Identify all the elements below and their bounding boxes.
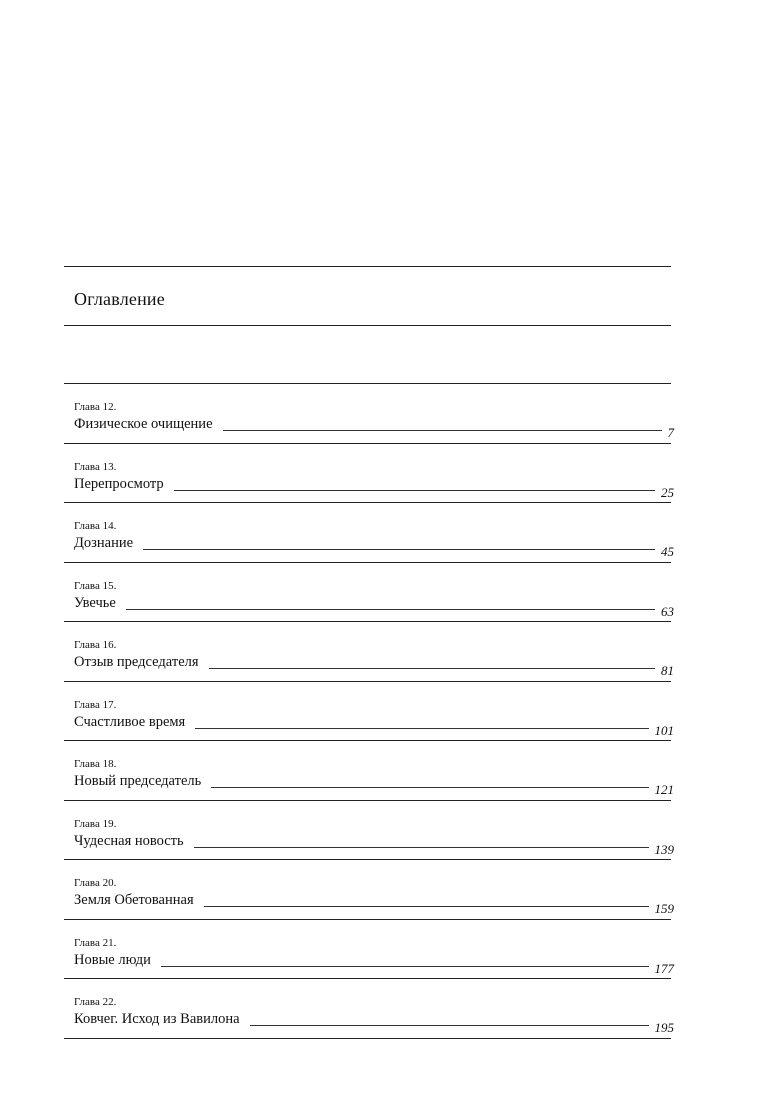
page-number: 159 [654, 901, 674, 916]
leader-line [194, 847, 649, 848]
page-title: Оглавление [74, 289, 165, 309]
leader-line [143, 549, 655, 550]
page-number: 139 [654, 841, 674, 857]
chapter-label: Глава 15. [74, 579, 117, 592]
chapter-label: Глава 21. [74, 936, 117, 949]
chapter-title: Перепросмотр [74, 475, 164, 492]
leader-line [223, 430, 662, 431]
chapter-label: Глава 19. [74, 817, 117, 830]
chapter-title: Увечье [74, 594, 116, 611]
page-number: 195 [654, 1020, 674, 1035]
toc-entry[interactable] [64, 682, 674, 741]
leader-line [126, 609, 655, 610]
leader-line [174, 490, 655, 491]
page-number: 81 [661, 663, 674, 678]
chapter-title: Физическое очищение [74, 416, 213, 432]
page-number: 7 [667, 425, 674, 440]
chapter-label: Глава 20. [74, 877, 117, 889]
chapter-label: Глава 17. [74, 698, 117, 711]
chapter-title: Земля Обетованная [74, 892, 194, 908]
toc-entry[interactable] [64, 444, 674, 503]
chapter-title: Счастливое время [74, 713, 186, 730]
toc-entry[interactable] [64, 860, 674, 919]
toc-entry-list [64, 384, 674, 1039]
page-number: 121 [654, 782, 674, 797]
chapter-label: Глава 12. [74, 401, 117, 413]
chapter-label: Глава 13. [74, 460, 117, 473]
toc-entry[interactable] [64, 741, 674, 800]
chapter-title: Новые люди [74, 951, 151, 968]
toc-entry[interactable] [64, 920, 674, 979]
leader-line [161, 966, 649, 967]
spacer [64, 326, 671, 383]
leader-line [195, 728, 649, 729]
chapter-label: Глава 14. [74, 520, 117, 532]
toc-entry[interactable] [64, 622, 674, 681]
chapter-title: Отзыв председателя [74, 654, 199, 670]
toc-entry[interactable] [64, 563, 674, 622]
leader-line [250, 1025, 649, 1026]
toc-entry[interactable] [64, 503, 674, 562]
page-number: 101 [654, 722, 674, 738]
chapter-title: Дознание [74, 535, 134, 551]
divider [64, 1038, 671, 1039]
page-number: 177 [654, 960, 674, 976]
page-number: 25 [661, 484, 674, 500]
page-number: 63 [661, 603, 674, 619]
toc-entry[interactable] [64, 384, 674, 443]
chapter-label: Глава 16. [74, 639, 117, 651]
leader-line [211, 787, 649, 788]
leader-line [204, 906, 649, 907]
toc-header [64, 267, 671, 325]
toc-entry[interactable] [64, 979, 674, 1038]
chapter-title: Чудесная новость [74, 832, 184, 849]
chapter-title: Новый председатель [74, 773, 202, 789]
chapter-title: Ковчег. Исход из Вавилона [74, 1011, 240, 1027]
toc-entry[interactable] [64, 801, 674, 860]
table-of-contents [64, 266, 674, 1039]
chapter-label: Глава 18. [74, 758, 117, 770]
leader-line [209, 668, 655, 669]
chapter-label: Глава 22. [74, 996, 117, 1008]
page-number: 45 [661, 544, 674, 559]
